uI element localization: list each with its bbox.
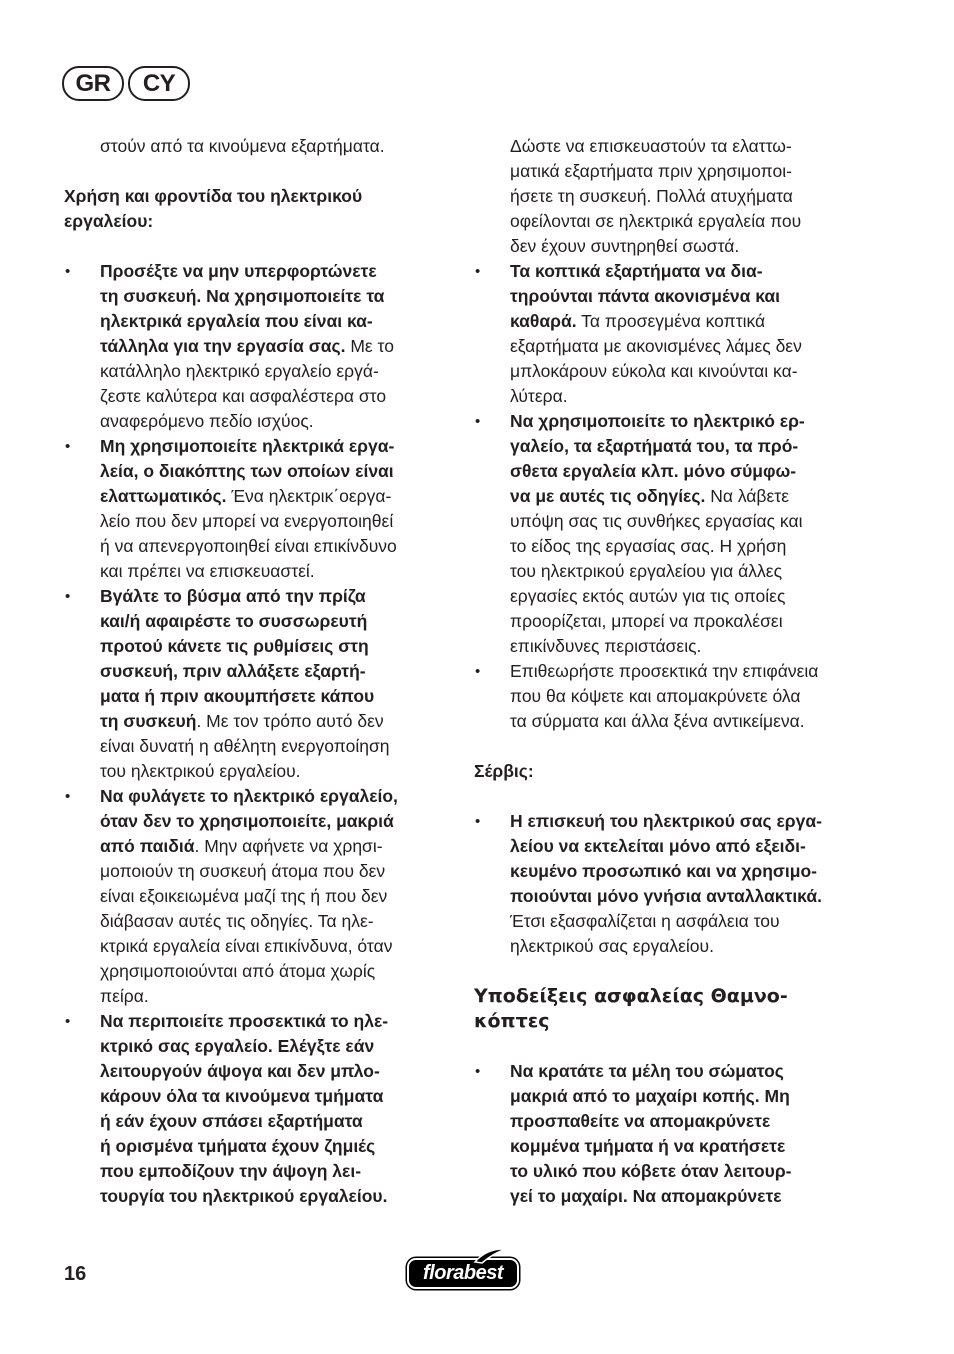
body-text: υπόψη σας τις συνθήκες εργασίας και [510,511,803,531]
bold-text: λεία, ο διακόπτης των οποίων είναι [100,461,394,481]
bullet-marker: • [475,413,481,430]
text-line [510,534,874,559]
bold-text: γεί το μαχαίρι. Να απομακρύνετε [510,1186,782,1206]
logo-wordmark: florabest [423,1262,503,1284]
bold-text: συσκευή, πριν αλλάξετε εξαρτή- [100,661,366,681]
bullet-marker: • [65,1013,71,1030]
text-line [100,659,456,684]
spacer [64,234,456,259]
text-line [100,1159,456,1184]
body-text: κτρικά εργαλεία είναι επικίνδυνα, όταν [100,936,393,956]
spacer [474,784,874,809]
text-line [510,1159,874,1184]
bullet-item [474,809,874,959]
text-line [100,984,456,1009]
text-line [510,1109,874,1134]
text-line [510,459,874,484]
text-line [510,434,874,459]
text-line [100,859,456,884]
text-line [100,809,456,834]
text-line [510,409,874,434]
body-text: Να λάβετε [705,486,790,506]
bullet-marker: • [475,813,481,830]
body-text: και πρέπει να επισκευαστεί. [100,561,315,581]
text-line [510,609,874,634]
text-line [100,909,456,934]
bold-text: τάλληλα για την εργασία σας. [100,336,346,356]
bullet-item [474,409,874,659]
bold-text: Να κρατάτε τα μέλη του σώματος [510,1061,784,1081]
text-line [510,909,874,934]
body-text: λείο που δεν μπορεί να ενεργοποιηθεί [100,511,394,531]
text-line [510,334,874,359]
body-text: αναφερόμενο πεδίο ισχύος. [100,411,314,431]
text-line [510,384,874,409]
body-text: πείρα. [100,986,149,1006]
text-line [100,959,456,984]
text-line [510,1184,874,1209]
bold-text: και/ή αφαιρέστε το συσσωρευτή [100,611,368,631]
section-heading-line [474,759,874,784]
bullet-item [64,784,456,1009]
bold-text: Προσέξτε να μην υπερφορτώνετε [100,261,377,281]
text-line [510,859,874,884]
body-text: διάβασαν αυτές τις οδηγίες. Τα ηλε- [100,911,374,931]
text-line [510,359,874,384]
text-line [510,934,874,959]
text-line [510,584,874,609]
bold-text: Βγάλτε το βύσμα από την πρίζα [100,586,366,606]
text-line [100,734,456,759]
text-line [510,284,874,309]
bold-text: ματα ή πριν ακουμπήσετε κάπου [100,686,375,706]
body-text: ή να απενεργοποιηθεί είναι επικίνδυνο [100,536,397,556]
bold-text: τουργία του ηλεκτρικού εργαλείου. [100,1186,388,1206]
body-text: . Μην αφήνετε να χρησι- [194,836,383,856]
body-text: κατάλληλο ηλεκτρικό εργαλείο εργά- [100,361,379,381]
text-line [100,359,456,384]
text-line [100,884,456,909]
service-heading: Σέρβις: [474,761,534,781]
right-column [474,134,874,1209]
florabest-logo [407,1258,519,1289]
bold-text: όταν δεν το χρησιμοποιείτε, μακριά [100,811,394,831]
text-line [100,759,456,784]
body-text: εργασίες εκτός αυτών για τις οποίες [510,586,786,606]
bullet-item [64,584,456,784]
bullet-marker: • [65,788,71,805]
text-line [510,1084,874,1109]
text-line [510,809,874,834]
spacer [474,734,874,759]
text-line [100,584,456,609]
body-text: είναι εξοικειωμένα μαζί της ή που δεν [100,886,388,906]
text-line [510,684,874,709]
bold-text: τη συσκευή [100,711,197,731]
bold-text: σθετα εργαλεία κλπ. μόνο σύμφω- [510,461,797,481]
section-heading-line [64,209,456,234]
bullet-marker: • [475,263,481,280]
bold-text: ελαττωματικός. [100,486,227,506]
section-heading: εργαλείου: [64,211,154,231]
bullet-marker: • [65,263,71,280]
text-line [100,1184,456,1209]
bold-text: ηλεκτρικά εργαλεία που είναι κα- [100,311,373,331]
bullet-item [474,259,874,409]
text-line [100,1134,456,1159]
page-number: 16 [64,1263,87,1285]
body-text: του ηλεκτρικού εργαλείου για άλλες [510,561,783,581]
text-line [100,1009,456,1034]
bold-text: προσπαθείτε να απομακρύνετε [510,1111,771,1131]
text-line [510,1059,874,1084]
continuation-text: οφείλονται σε ηλεκτρικά εργαλεία που [510,211,802,231]
country-badge-gr: GR [62,66,124,101]
body-text: . Με τον τρόπο αυτό δεν [196,711,384,731]
continuation-text: ματικά εξαρτήματα πριν χρησιμοποι- [510,161,792,181]
text-line [100,334,456,359]
bold-text: Να χρησιμοποιείτε το ηλεκτρικό ερ- [510,411,805,431]
body-text: επικίνδυνες περιστάσεις. [510,636,702,656]
bold-text: καθαρά. [510,311,577,331]
bold-text: λείου να εκτελείται μόνο από εξειδι- [510,836,806,856]
text-line [510,709,874,734]
text-line [100,709,456,734]
bold-text: που εμποδίζουν την άψογη λει- [100,1161,362,1181]
body-text: ηλεκτρικού σας εργαλείου. [510,936,714,956]
body-text: Επιθεωρήστε προσεκτικά την επιφάνεια [510,661,819,681]
continuation-text: δεν έχουν συντηρηθεί σωστά. [510,236,740,256]
text-line [100,384,456,409]
bold-text: γαλείο, τα εξαρτήματά του, τα πρό- [510,436,799,456]
text-line [100,784,456,809]
text-line [510,659,874,684]
continuation-text: Δώστε να επισκευαστούν τα ελαττω- [510,136,792,156]
text-line [510,1134,874,1159]
text-line [510,884,874,909]
body-text: προορίζεται, μπορεί να προκαλέσει [510,611,783,631]
text-line [100,1059,456,1084]
bullet-item [64,1009,456,1209]
body-text: εξαρτήματα με ακονισμένες λάμες δεν [510,336,802,356]
body-text: Έτσι εξασφαλίζεται η ασφάλεια του [510,911,780,931]
text-line [100,834,456,859]
bold-text: κομμένα τμήματα ή να κρατήσετε [510,1136,786,1156]
bold-text: ποιούνται μόνο γνήσια ανταλλακτικά. [510,886,822,906]
text-line [510,509,874,534]
text-line [100,309,456,334]
text-line [100,1109,456,1134]
text-line [100,284,456,309]
bullet-marker: • [65,438,71,455]
text-line [510,484,874,509]
left-column [64,134,456,1209]
text-line [100,534,456,559]
bold-text: ή εάν έχουν σπάσει εξαρτήματα [100,1111,363,1131]
text-line [510,834,874,859]
spacer [474,1034,874,1059]
body-text: Τα προσεγμένα κοπτικά [576,311,766,331]
bold-text: Μη χρησιμοποιείτε ηλεκτρικά εργα- [100,436,395,456]
body-text: Ένα ηλεκτρικ΄οεργα- [226,486,392,506]
text-line [510,559,874,584]
body-text: είναι δυνατή η αθέλητη ενεργοποίηση [100,736,390,756]
text-line [100,634,456,659]
text-line [100,1084,456,1109]
bold-text: Τα κοπτικά εξαρτήματα να δια- [510,261,763,281]
bold-text: κάρουν όλα τα κινούμενα τμήματα [100,1086,384,1106]
bold-text: μακριά από το μαχαίρι κοπής. Μη [510,1086,790,1106]
bold-text: Να περιποιείτε προσεκτικά το ηλε- [100,1011,389,1031]
text-line [510,259,874,284]
spacer [474,959,874,984]
text-line [510,309,874,334]
body-text: του ηλεκτρικού εργαλείου. [100,761,301,781]
continuation-text: ήσετε τη συσκευή. Πολλά ατυχήματα [510,186,793,206]
bold-text: το υλικό που κόβετε όταν λειτουρ- [510,1161,792,1181]
bullet-item [64,434,456,584]
body-text: τα σύρματα και άλλα ξένα αντικείμενα. [510,711,805,731]
bold-text: τηρούνται πάντα ακονισμένα και [510,286,781,306]
body-text: μπλοκάρουν εύκολα και κινούνται κα- [510,361,798,381]
body-text: χρησιμοποιούνται από άτομα χωρίς [100,961,376,981]
bold-text: λειτουργούν άψογα και δεν μπλο- [100,1061,380,1081]
text-line [100,1034,456,1059]
bold-text: κευμένο προσωπικό και να χρησιμο- [510,861,817,881]
bold-text: από παιδιά [100,836,195,856]
text-line [100,684,456,709]
bold-text: κτρικό σας εργαλείο. Ελέγξτε εάν [100,1036,375,1056]
body-text: μοποιούν τη συσκευή άτομα που δεν [100,861,386,881]
section-heading-line [64,184,456,209]
text-line [100,459,456,484]
bold-text: τη συσκευή. Να χρησιμοποιείτε τα [100,286,385,306]
bold-text: ή ορισμένα τμήματα έχουν ζημιές [100,1136,376,1156]
bullet-item [474,1059,874,1209]
bullet-item [64,259,456,434]
continuation-text: στούν από τα κινούμενα εξαρτήματα. [100,136,385,156]
body-text: ζεστε καλύτερα και ασφαλέστερα στο [100,386,387,406]
bullet-item [474,659,874,734]
bullet-marker: • [475,663,481,680]
text-line [100,609,456,634]
bold-text: Να φυλάγετε το ηλεκτρικό εργαλείο, [100,786,398,806]
section-title: κόπτες [474,1010,550,1032]
section-title: Υποδείξεις ασφαλείας Θαμνο- [474,985,788,1007]
body-text: Με το [345,336,394,356]
bold-text: προτού κάνετε τις ρυθμίσεις στη [100,636,369,656]
spacer [64,159,456,184]
text-line [100,934,456,959]
text-line [100,409,456,434]
section-heading: Χρήση και φροντίδα του ηλεκτρικού [64,186,363,206]
body-text: λύτερα. [510,386,568,406]
body-text: το είδος της εργασίας σας. Η χρήση [510,536,787,556]
text-line [100,484,456,509]
bold-text: Η επισκευή του ηλεκτρικού σας εργα- [510,811,822,831]
text-line [100,434,456,459]
bullet-marker: • [65,588,71,605]
text-line [510,634,874,659]
text-line [100,259,456,284]
body-text: που θα κόψετε και απομακρύνετε όλα [510,686,801,706]
text-line [100,559,456,584]
bold-text: να με αυτές τις οδηγίες. [510,486,706,506]
country-badge-cy: CY [128,66,190,101]
text-line [100,509,456,534]
logo-swoosh-icon [473,1246,509,1264]
bullet-marker: • [475,1063,481,1080]
